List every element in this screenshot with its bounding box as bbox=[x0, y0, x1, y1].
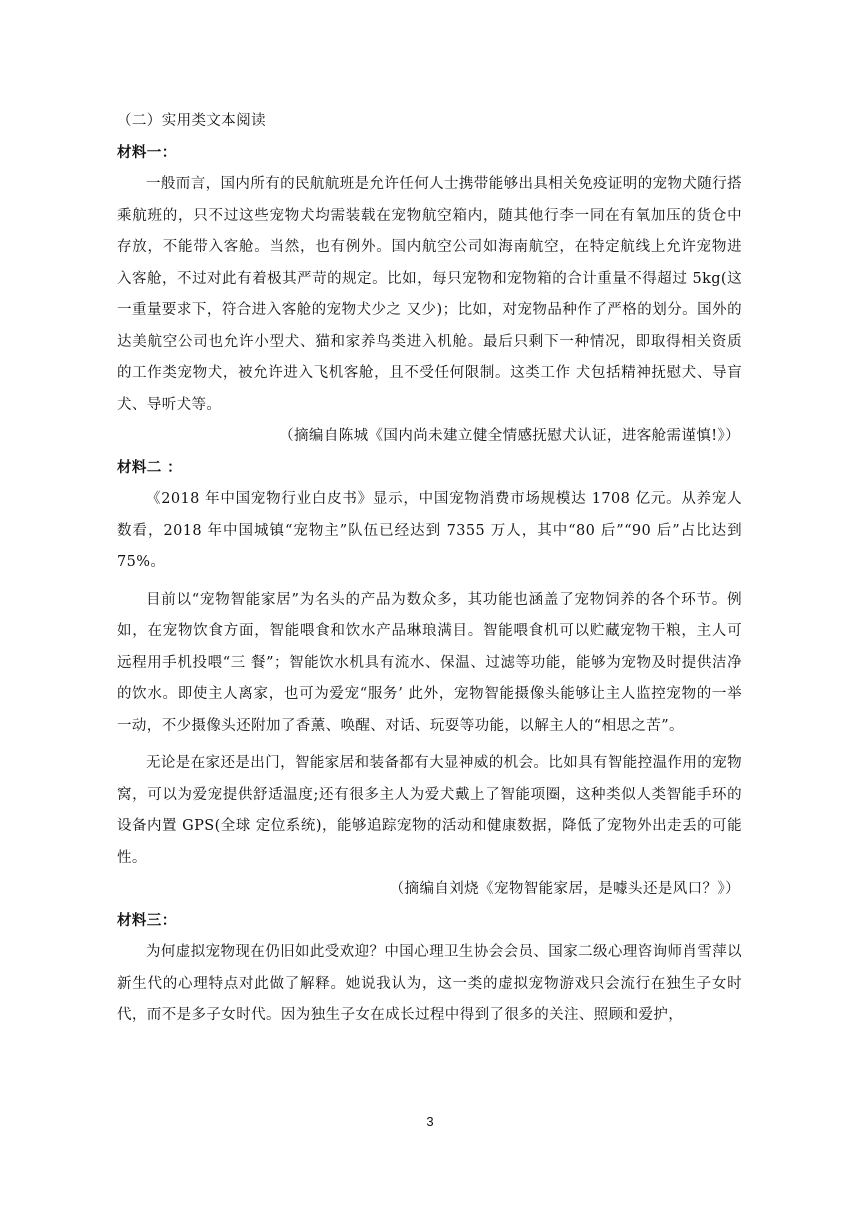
material-1-source: （摘编自陈城《国内尚未建立健全情感抚慰犬认证，进客舱需谨慎!》） bbox=[279, 428, 740, 444]
document-body bbox=[117, 106, 742, 1032]
material-2-heading: 材料二 ： bbox=[117, 459, 183, 476]
material-2-source: （摘编自刘烧《宠物智能家居，是噱头还是风口？》） bbox=[389, 881, 740, 897]
material-3-heading: 材料三： bbox=[117, 912, 177, 929]
material-2-paragraph: 目前以“宠物智能家居”为名头的产品为数众多，其功能也涵盖了宠物饲养的各个环节。例如，在宠物饮食方面，智能喂食和饮水产品琳琅满目。智能喂食机可以贮藏宠物干粮，主人可远程用手机投喂“三 餐”；智能饮水机具有流水、保温、过滤等功能，能够为宠物及时提供洁净的饮水。即使主人离家，也可为爱宠“服务’ 此外，宠物智能摄像头能够让主人监控宠物的一举一动，不少摄像头还附加了香薰、唤醒、对话、玩耍等功能，以解主人的“相思之苦”。 bbox=[117, 591, 742, 734]
material-1-heading: 材料一： bbox=[117, 144, 177, 161]
section-title: （二）实用类文本阅读 bbox=[117, 113, 266, 129]
page-number: 3 bbox=[426, 1114, 434, 1129]
material-2-paragraph: 无论是在家还是出门，智能家居和装备都有大显神威的机会。比如具有智能控温作用的宠物窝，可以为爱宠提供舒适温度;还有很多主人为爱犬戴上了智能项圈，这种类似人类智能手环的设备内置 GPS(全球 定位系统)，能够追踪宠物的活动和健康数据，降低了宠物外出走丢的可能性。 bbox=[117, 755, 742, 866]
material-3-paragraph: 为何虚拟宠物现在仍旧如此受欢迎？中国心理卫生协会会员、国家二级心理咨询师肖雪萍以新生代的心理特点对此做了解释。她说我认为，这一类的虚拟宠物游戏只会流行在独生子女时代，而不是多子女时代。因为独生子女在成长过程中得到了很多的关注、照顾和爱护， bbox=[117, 944, 742, 1023]
material-1-paragraph: 一般而言，国内所有的民航航班是允许任何人士携带能够出具相关免疫证明的宠物犬随行搭乘航班的，只不过这些宠物犬均需装载在宠物航空箱内，随其他行李一同在有氧加压的货仓中存放，不能带入客舱。当然，也有例外。国内航空公司如海南航空，在特定航线上允许宠物进入客舱，不过对此有着极其严苛的规定。比如，每只宠物和宠物箱的合计重量不得超过 5kg(这一重量要求下，符合进入客舱的宠物犬少之 又少)；比如，对宠物品种作了严格的划分。国外的达美航空公司也允许小型犬、猫和家养鸟类进入机舱。最后只剩下一种情况，即取得相关资质的工作类宠物犬，被允许进入飞机客舱，且不受任何限制。这类工作 犬包括精神抚慰犬、导盲犬、导听犬等。 bbox=[117, 176, 742, 413]
material-2-paragraph: 《2018 年中国宠物行业白皮书》显示，中国宠物消费市场规模达 1708 亿元。从养宠人数看，2018 年中国城镇“宠物主”队伍已经达到 7355 万人，其中“80 后”“90 后”占比达到 75%。 bbox=[117, 491, 742, 570]
